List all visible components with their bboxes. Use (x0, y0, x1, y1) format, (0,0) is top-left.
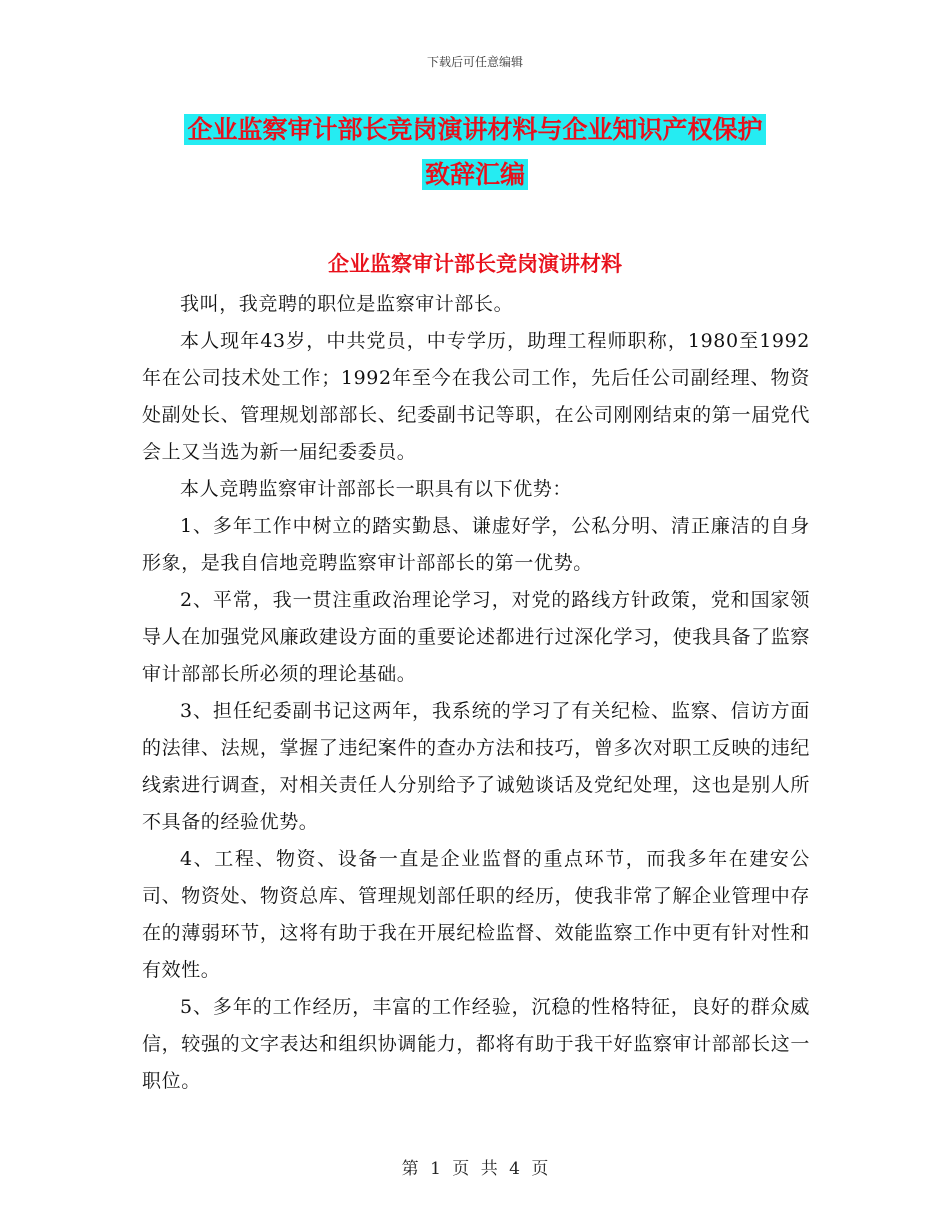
document-title-line-2 (0, 153, 950, 197)
section-title: 企业监察审计部长竞岗演讲材料 (328, 252, 622, 276)
document-title-line-1 (0, 108, 950, 152)
paragraph-8: 5、多年的工作经历，丰富的工作经验，沉稳的性格特征，良好的群众威信，较强的文字表达和组织协调能力，都将有助于我干好监察审计部部长这一职位。 (142, 996, 810, 1092)
page-number: 第 1 页 共 4 页 (401, 1159, 549, 1179)
paragraph-6: 3、担任纪委副书记这两年，我系统的学习了有关纪检、监察、信访方面的法律、法规，掌握了违纪案件的查办方法和技巧，曾多次对职工反映的违纪线索进行调查，对相关责任人分别给予了诚勉谈话及党纪处理，这也是别人所不具备的经验优势。 (142, 700, 810, 833)
paragraph-3: 本人竞聘监察审计部部长一职具有以下优势： (180, 478, 573, 500)
document-body (142, 286, 810, 1100)
document-title-line-1-text: 企业监察审计部长竞岗演讲材料与企业知识产权保护 (184, 114, 765, 145)
document-title-line-2-text: 致辞汇编 (422, 159, 528, 190)
paragraph-5: 2、平常，我一贯注重政治理论学习，对党的路线方针政策，党和国家领导人在加强党风廉政建设方面的重要论述都进行过深化学习，使我具备了监察审计部部长所必须的理论基础。 (142, 589, 810, 685)
paragraph-4: 1、多年工作中树立的踏实勤恳、谦虚好学，公私分明、清正廉洁的自身形象，是我自信地竞聘监察审计部部长的第一优势。 (142, 515, 810, 574)
paragraph-1: 我叫，我竞聘的职位是监察审计部长。 (180, 293, 514, 315)
header-note: 下载后可任意编辑 (426, 55, 523, 69)
paragraph-2: 本人现年43岁，中共党员，中专学历，助理工程师职称，1980至1992年在公司技术处工作；1992年至今在我公司工作，先后任公司副经理、物资处副处长、管理规划部部长、纪委副书记等职，在公司刚刚结束的第一届党代会上又当选为新一届纪委委员。 (142, 330, 810, 463)
paragraph-7: 4、工程、物资、设备一直是企业监督的重点环节，而我多年在建安公司、物资处、物资总库、管理规划部任职的经历，使我非常了解企业管理中存在的薄弱环节，这将有助于我在开展纪检监督、效能监察工作中更有针对性和有效性。 (142, 848, 810, 981)
